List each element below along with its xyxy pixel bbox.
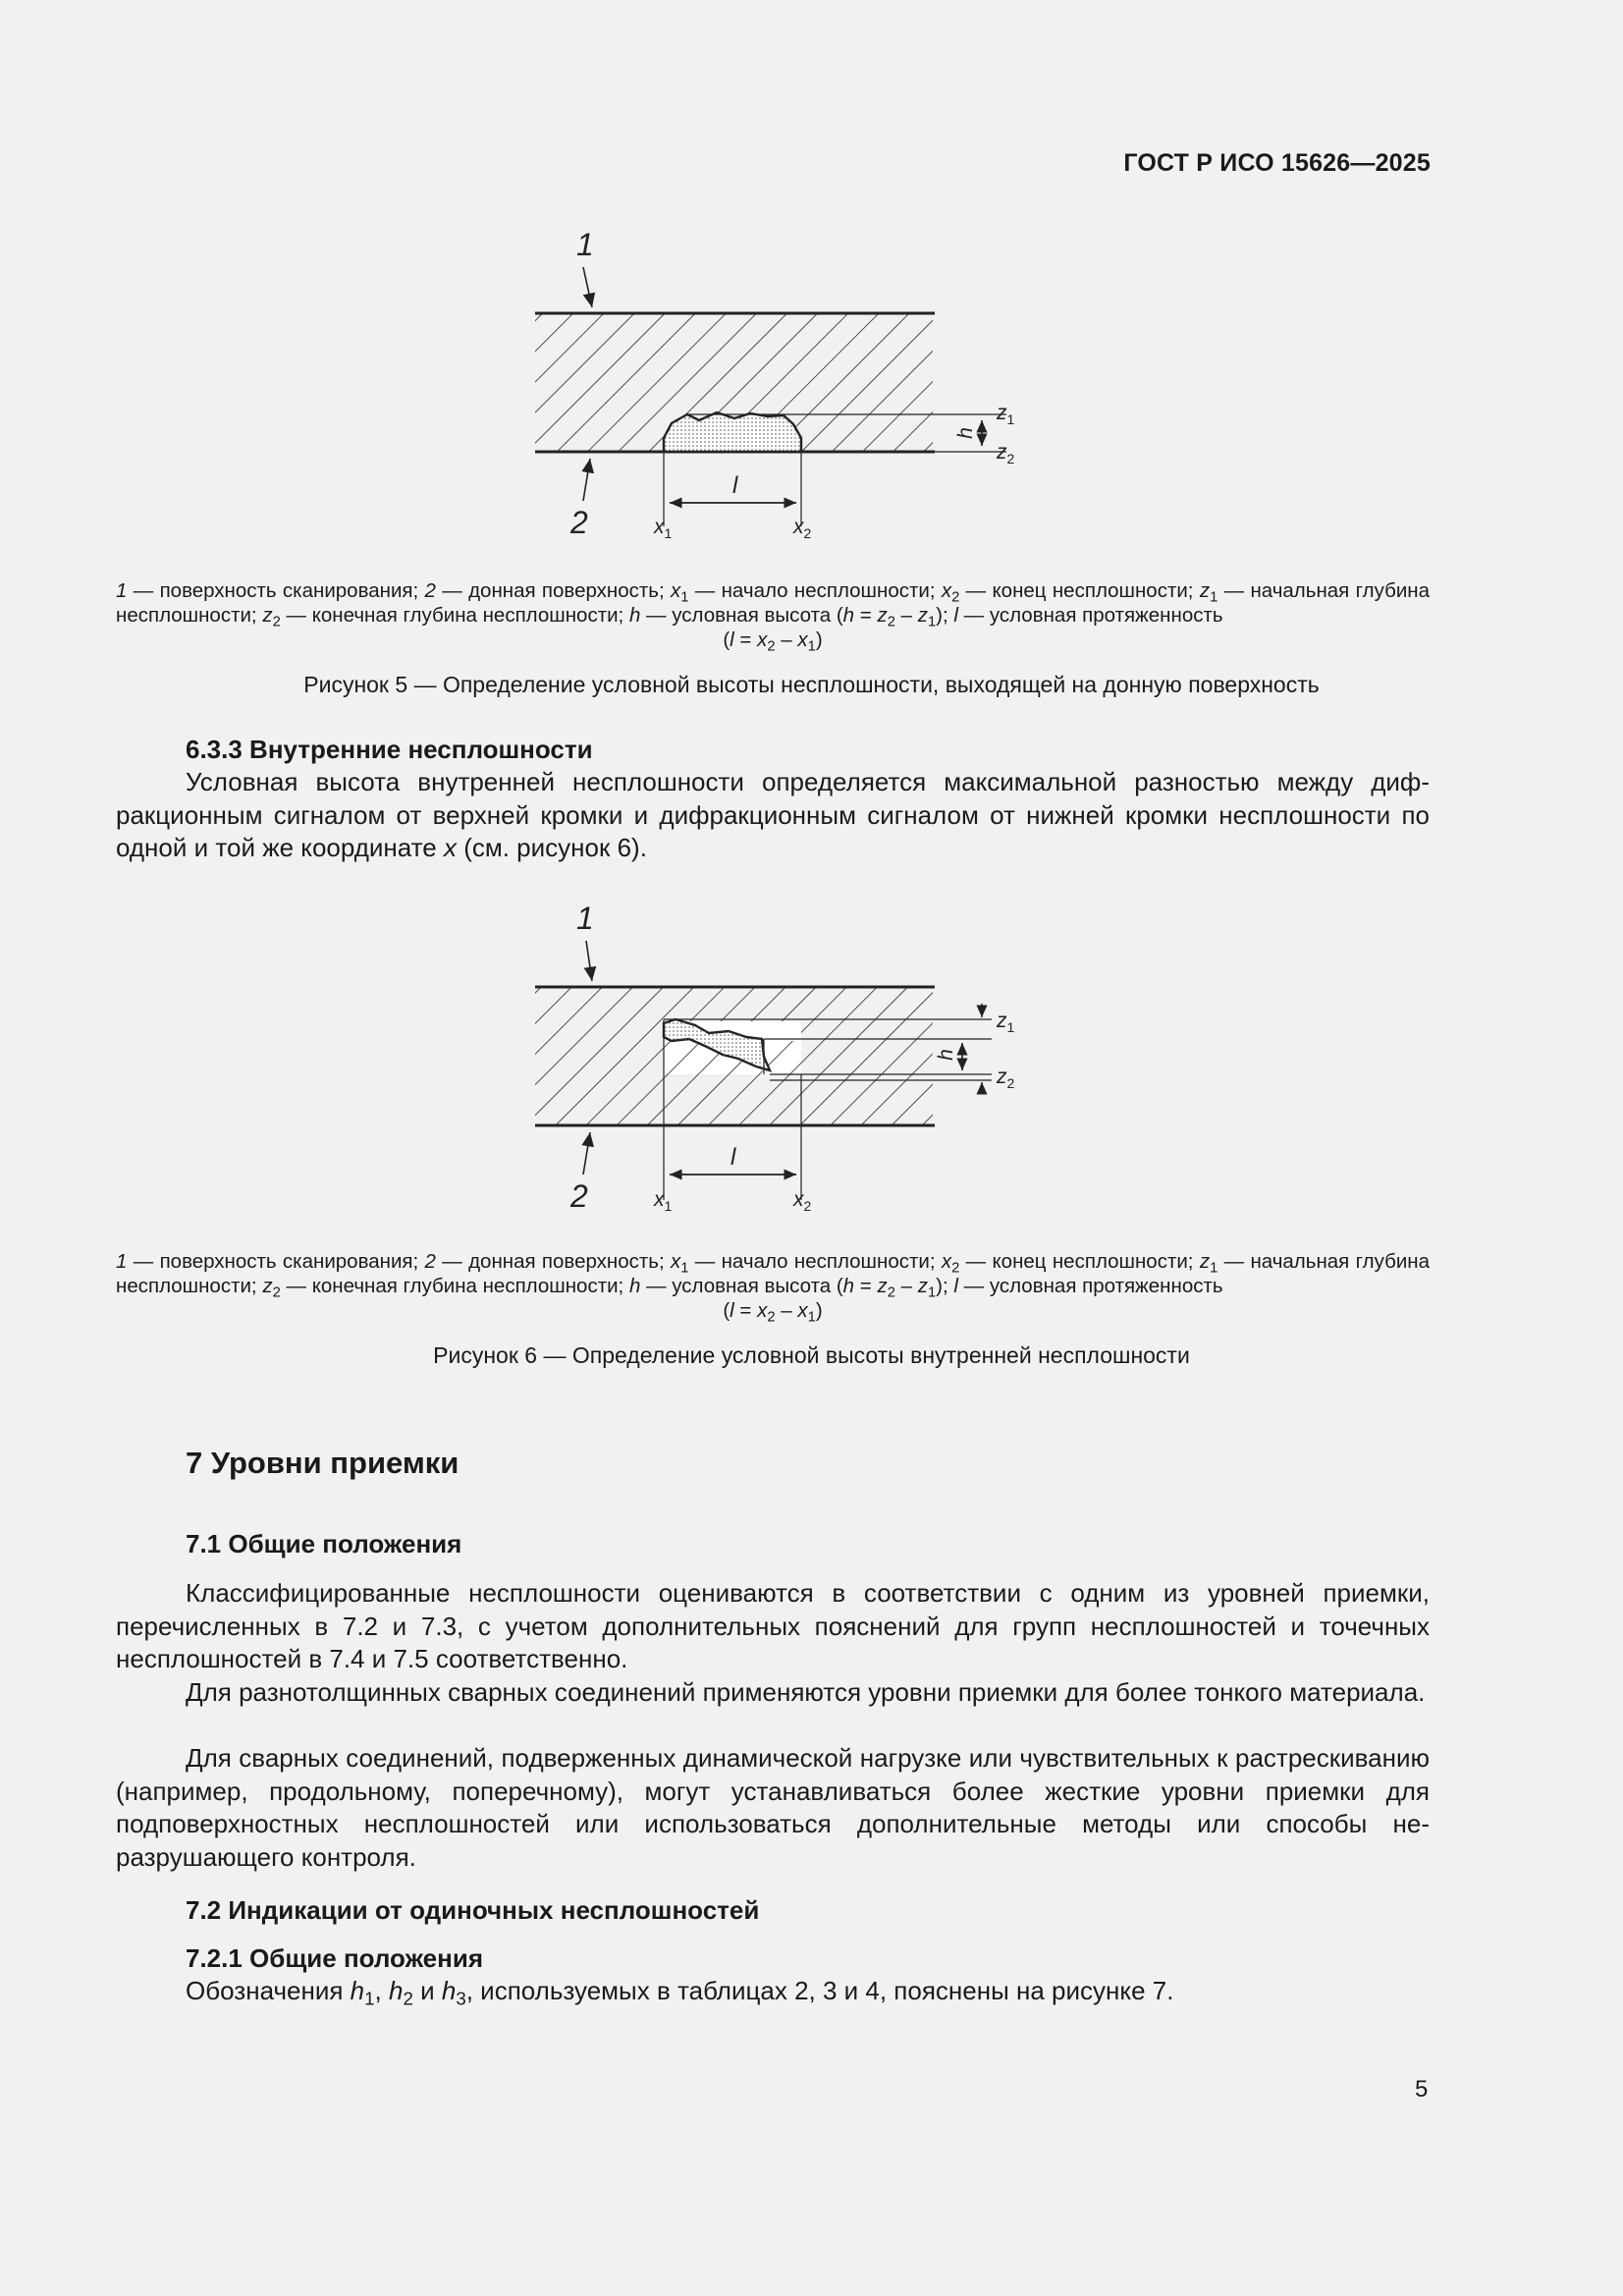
figure-5-legend-formula: $(l = x_2 - x_1)$ xyxy=(723,629,823,655)
heading-7-2: 7.2 Индикации от одиночных несплошностей xyxy=(186,1895,760,1925)
paragraph-7-1-3: Для сварных соединений, подверженных динамической нагрузке или чувствительных к растрескиванию (например, продольному, поперечному), могут устанавливаться более жесткие уровни приемки для подповерхностных несплошностей или использоваться дополнительные методы или способы неразрушающего контроля. xyxy=(116,1743,1430,1872)
label-z2: $z_2$ xyxy=(997,1066,1015,1091)
figure-6-legend-formula: $(l = x_2 - x_1)$ xyxy=(723,1299,823,1326)
heading-7-2-1: 7.2.1 Общие положения xyxy=(186,1943,483,1973)
label-1: 1 xyxy=(576,227,594,262)
paragraph-7-1-2: Для разнотолщинных сварных соединений применяются уровни приемки для более тонкого материала. xyxy=(186,1677,1426,1707)
label-x2: $x_2$ xyxy=(793,516,812,541)
figure-5-drawing xyxy=(0,0,1623,560)
label-z2: $z_2$ xyxy=(997,441,1015,466)
label-l: l xyxy=(732,472,738,499)
label-z1: $z_1$ xyxy=(997,402,1015,427)
label-h: h xyxy=(954,427,977,439)
label-x1: $x_1$ xyxy=(654,516,673,541)
label-l: l xyxy=(730,1144,736,1171)
paragraph-7-1-1: Классифицированные несплошности оцениваются в соответствии с одним из уровней приемки, перечисленных в 7.2 и 7.3, с учетом дополнительных пояснений для групп несплошностей и точечных несплошностей в 7.4 и 7.5 соответственно. xyxy=(116,1578,1430,1673)
label-x1: $x_1$ xyxy=(654,1188,673,1214)
label-z1: $z_1$ xyxy=(997,1010,1015,1035)
paragraph-7-2-1: Обозначения $h_1$, $h_2$ и $h_3$, используемых в таблицах 2, 3 и 4, пояснены на рисунке 7. xyxy=(186,1976,1174,2009)
paragraph-6-3-3: Условная высота внутренней несплошности определяется максимальной разностью между дифракционным сигналом от верхней кромки и дифракционным сигналом от нижней кромки несплошности по одной и той же координате x (см. рисунок 6). xyxy=(116,767,1430,862)
label-x2: $x_2$ xyxy=(793,1188,812,1214)
label-2: 2 xyxy=(570,1178,588,1214)
figure-6-legend: 1 — поверхность сканирования; 2 — донная поверхность; $x_1$ — начало несплошности; $x_2$ — конец несплошности; $z_1$ — начальная глубина несплошности; $z_2$ — конечная глубина несплошности; h — условная высота $(h = z_2 - z_1)$; l — условная протяженность $(l = x_2 - x_1)$ xyxy=(116,1250,1430,1326)
page-number: 5 xyxy=(1415,2076,1429,2103)
heading-section-7: 7 Уровни приемки xyxy=(186,1446,460,1480)
figure-5-caption: Рисунок 5 — Определение условной высоты несплошности, выходящей на донную поверхность xyxy=(303,672,1320,697)
figure-6-caption: Рисунок 6 — Определение условной высоты внутренней несплошности xyxy=(433,1342,1190,1368)
heading-6-3-3: 6.3.3 Внутренние несплошности xyxy=(186,735,593,764)
label-h: h xyxy=(935,1049,957,1061)
label-2: 2 xyxy=(570,505,588,540)
heading-7-1: 7.1 Общие положения xyxy=(186,1529,462,1558)
figure-5-legend: 1 — поверхность сканирования; 2 — донная поверхность; $x_1$ — начало несплошности; $x_2$ — конец несплошности; $z_1$ — начальная глубина несплошности; $z_2$ — конечная глубина несплошности; h — условная высота $(h = z_2 - z_1)$; l — условная протяженность $(l = x_2 - x_1)$ xyxy=(116,579,1430,655)
label-1: 1 xyxy=(576,901,594,936)
standard-designation: ГОСТ Р ИСО 15626—2025 xyxy=(1123,149,1431,177)
figure-5 xyxy=(0,0,1623,560)
figure-6 xyxy=(0,864,1623,1228)
figure-6-drawing xyxy=(0,864,1623,1228)
